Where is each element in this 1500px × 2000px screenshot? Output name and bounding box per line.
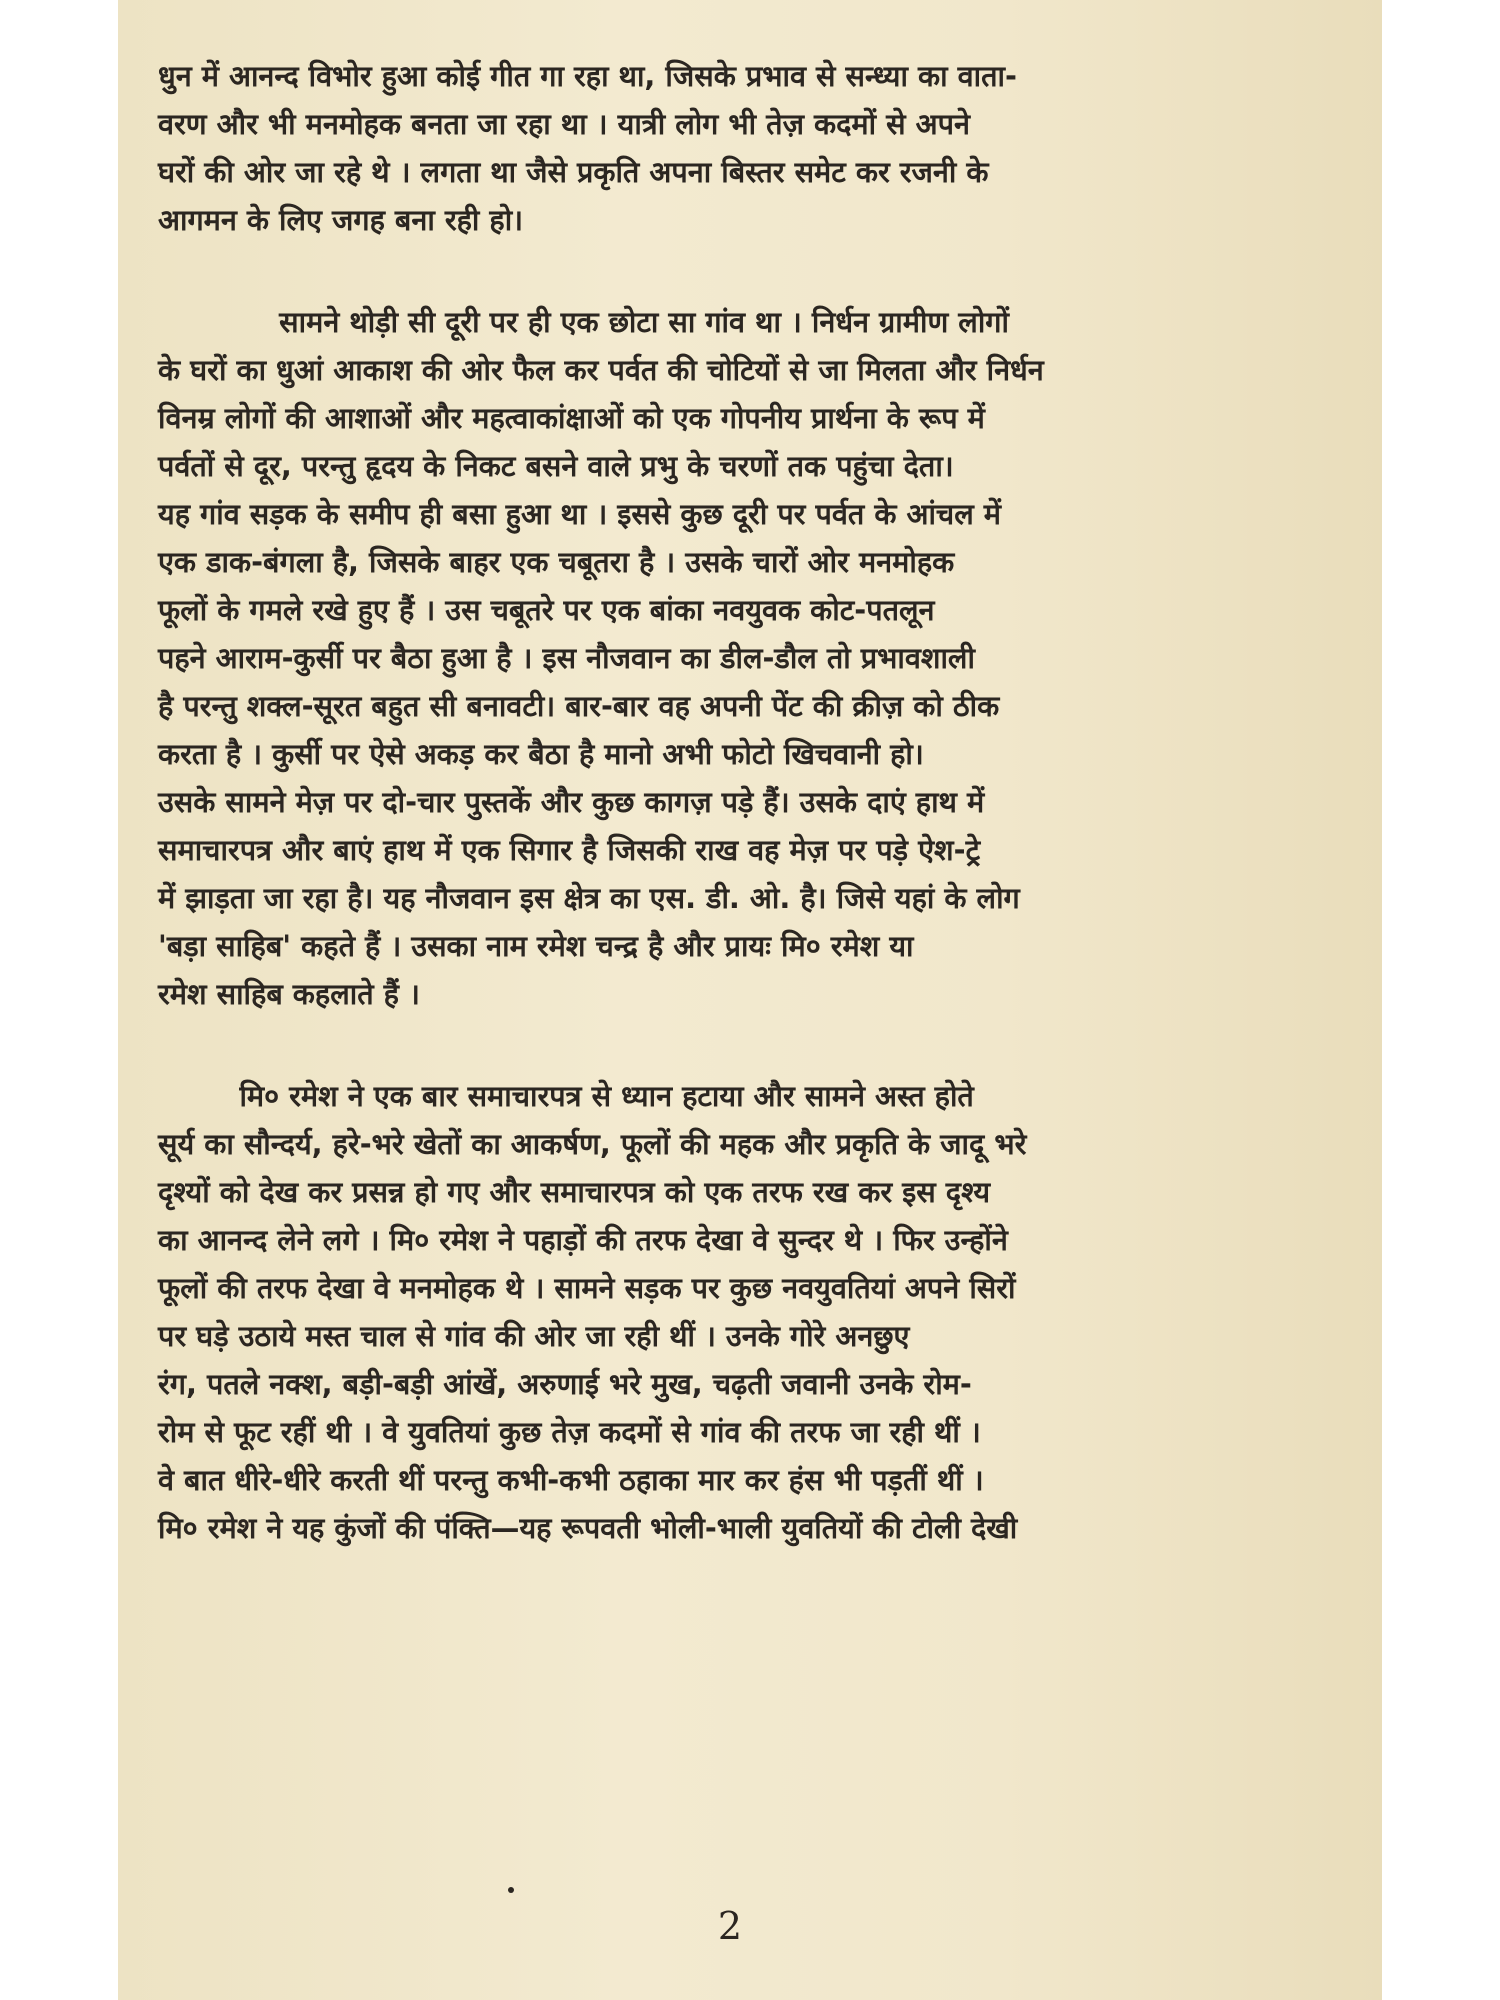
text-line: एक डाक-बंगला है, जिसके बाहर एक चबूतरा है । उसके चारों ओर मनमोहक: [158, 545, 955, 579]
text-line: फूलों के गमले रखे हुए हैं । उस चबूतरे पर एक बांका नवयुवक कोट-पतलून: [158, 593, 935, 627]
text-line: के घरों का धुआं आकाश की ओर फैल कर पर्वत की चोटियों से जा मिलता और निर्धन: [158, 353, 1044, 387]
text-line: पहने आराम-कुर्सी पर बैठा हुआ है । इस नौजवान का डील-डौल तो प्रभावशाली: [158, 641, 975, 675]
text-line: वे बात धीरे-धीरे करती थीं परन्तु कभी-कभी ठहाका मार कर हंस भी पड़तीं थीं ।: [158, 1463, 984, 1497]
ink-dot: [508, 1887, 514, 1893]
text-line: रंग, पतले नक्श, बड़ी-बड़ी आंखें, अरुणाई भरे मुख, चढ़ती जवानी उनके रोम-: [158, 1367, 972, 1401]
text-line: उसके सामने मेज़ पर दो-चार पुस्तकें और कुछ कागज़ पड़े हैं। उसके दाएं हाथ में: [158, 785, 985, 819]
text-line: फूलों की तरफ देखा वे मनमोहक थे । सामने सड़क पर कुछ नवयुवतियां अपने सिरों: [158, 1271, 1016, 1305]
text-line: वरण और भी मनमोहक बनता जा रहा था । यात्री लोग भी तेज़ कदमों से अपने: [158, 107, 970, 141]
page-body: [158, 52, 1356, 1552]
page-number: 2: [717, 1904, 743, 1948]
left-margin: [0, 0, 118, 2000]
text-line: आगमन के लिए जगह बना रही हो।: [158, 203, 524, 237]
paragraph-2: [158, 298, 1356, 1018]
text-line: है परन्तु शक्ल-सूरत बहुत सी बनावटी। बार-बार वह अपनी पेंट की क्रीज़ को ठीक: [158, 689, 1000, 723]
text-line: पर्वतों से दूर, परन्तु हृदय के निकट बसने वाले प्रभु के चरणों तक पहुंचा देता।: [158, 449, 954, 483]
text-line: यह गांव सड़क के समीप ही बसा हुआ था । इससे कुछ दूरी पर पर्वत के आंचल में: [158, 497, 1001, 531]
text-line: घरों की ओर जा रहे थे । लगता था जैसे प्रकृति अपना बिस्तर समेट कर रजनी के: [158, 155, 989, 189]
text-line: का आनन्द लेने लगे । मि० रमेश ने पहाड़ों की तरफ देखा वे सुन्दर थे । फिर उन्होंने: [158, 1223, 1008, 1257]
text-line: रोम से फूट रहीं थी । वे युवतियां कुछ तेज़ कदमों से गांव की तरफ जा रही थीं ।: [158, 1415, 981, 1449]
text-line: मि० रमेश ने यह कुंजों की पंक्ति—यह रूपवती भोली-भाली युवतियों की टोली देखी: [158, 1511, 1018, 1545]
text-line: करता है । कुर्सी पर ऐसे अकड़ कर बैठा है मानो अभी फोटो खिचवानी हो।: [158, 737, 924, 771]
text-line: समाचारपत्र और बाएं हाथ में एक सिगार है जिसकी राख वह मेज़ पर पड़े ऐश-ट्रे: [158, 833, 981, 867]
paragraph-1: [158, 52, 1356, 244]
right-margin: [1382, 0, 1500, 2000]
text-line: सामने थोड़ी सी दूरी पर ही एक छोटा सा गांव था । निर्धन ग्रामीण लोगों: [279, 305, 1009, 339]
text-line: 'बड़ा साहिब' कहते हैं । उसका नाम रमेश चन्द्र है और प्रायः मि० रमेश या: [158, 929, 914, 963]
text-line: पर घड़े उठाये मस्त चाल से गांव की ओर जा रही थीं । उनके गोरे अनछुए: [158, 1319, 910, 1353]
text-line: धुन में आनन्द विभोर हुआ कोई गीत गा रहा था, जिसके प्रभाव से सन्ध्या का वाता-: [158, 59, 1017, 93]
text-line: मि० रमेश ने एक बार समाचारपत्र से ध्यान हटाया और सामने अस्त होते: [239, 1079, 974, 1113]
paragraph-3: [158, 1072, 1356, 1552]
text-line: विनम्र लोगों की आशाओं और महत्वाकांक्षाओं को एक गोपनीय प्रार्थना के रूप में: [158, 401, 985, 435]
text-line: सूर्य का सौन्दर्य, हरे-भरे खेतों का आकर्षण, फूलों की महक और प्रकृति के जादू भरे: [158, 1127, 1027, 1161]
text-line: दृश्यों को देख कर प्रसन्न हो गए और समाचारपत्र को एक तरफ रख कर इस दृश्य: [158, 1175, 991, 1209]
text-line: रमेश साहिब कहलाते हैं ।: [158, 977, 420, 1011]
text-line: में झाड़ता जा रहा है। यह नौजवान इस क्षेत्र का एस. डी. ओ. है। जिसे यहां के लोग: [158, 881, 1020, 915]
